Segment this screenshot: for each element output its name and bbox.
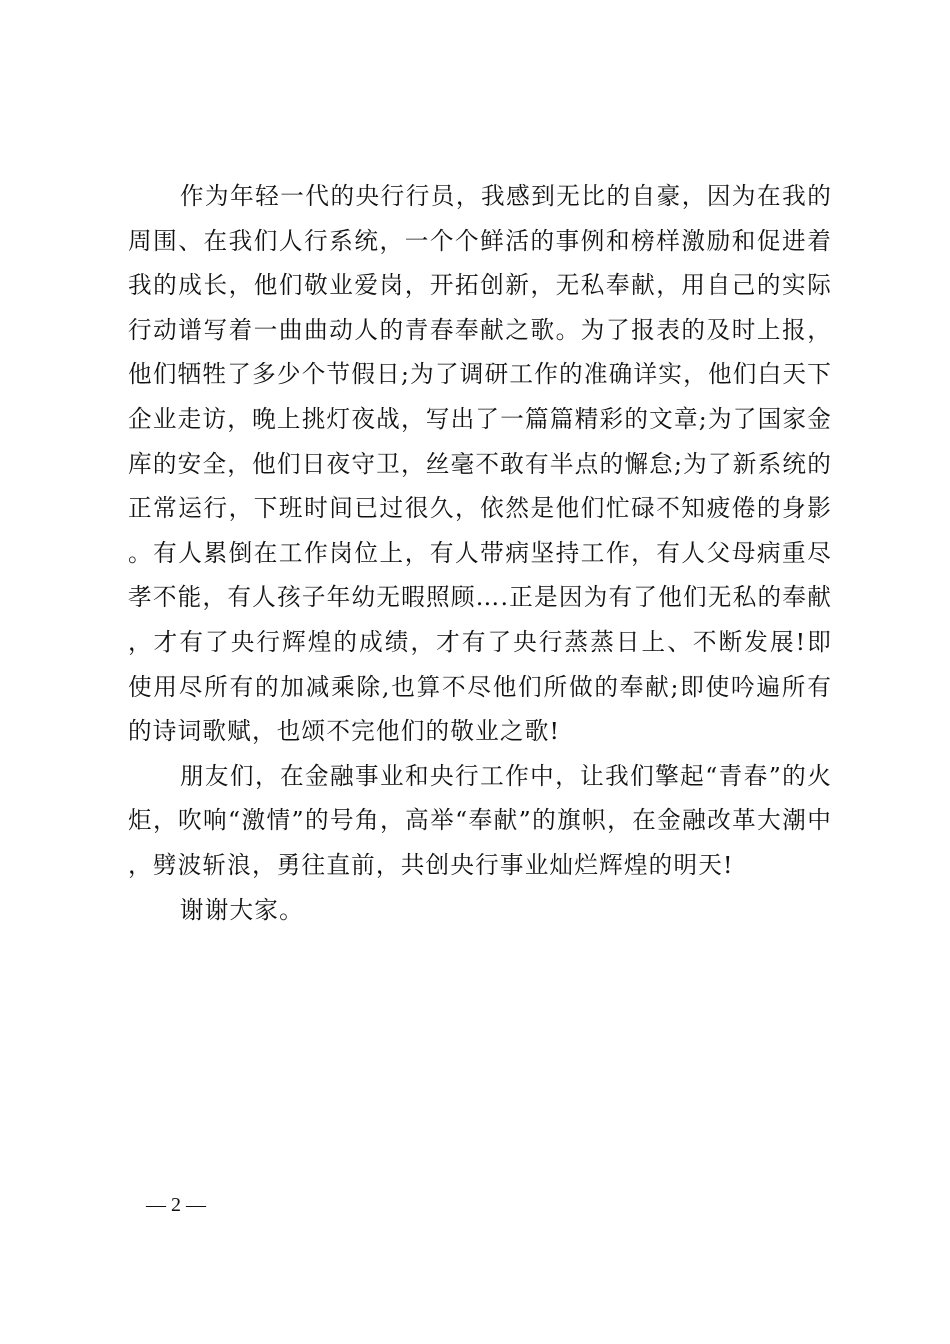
- paragraph-2: 朋友们，在金融事业和央行工作中，让我们擎起“青春”的火炬，吹响“激情”的号角，高举“奉献”的旗帜，在金融改革大潮中，劈波斩浪，勇往直前，共创央行事业灿烂辉煌的明天!: [128, 761, 832, 879]
- paragraph-1: 作为年轻一代的央行行员，我感到无比的自豪，因为在我的周围、在我们人行系统，一个个鲜活的事例和榜样激励和促进着我的成长，他们敬业爱岗，开拓创新，无私奉献，用自己的实际行动谱写着一曲曲动人的青春奉献之歌。为了报表的及时上报，他们牺牲了多少个节假日;为了调研工作的准确详实，他们白天下企业走访，晚上挑灯夜战，写出了一篇篇精彩的文章;为了国家金库的安全，他们日夜守卫，丝毫不敢有半点的懈怠;为了新系统的正常运行，下班时间已过很久，依然是他们忙碌不知疲倦的身影。有人累倒在工作岗位上，有人带病坚持工作，有人父母病重尽孝不能，有人孩子年幼无暇照顾….正是因为有了他们无私的奉献，才有了央行辉煌的成绩，才有了央行蒸蒸日上、不断发展!即使用尽所有的加减乘除,也算不尽他们所做的奉献;即使吟遍所有的诗词歌赋，也颂不完他们的敬业之歌!: [128, 182, 832, 746]
- paragraph-3: 谢谢大家。: [179, 895, 304, 924]
- page-number: — 2 —: [146, 1194, 206, 1216]
- body-text: [128, 174, 832, 932]
